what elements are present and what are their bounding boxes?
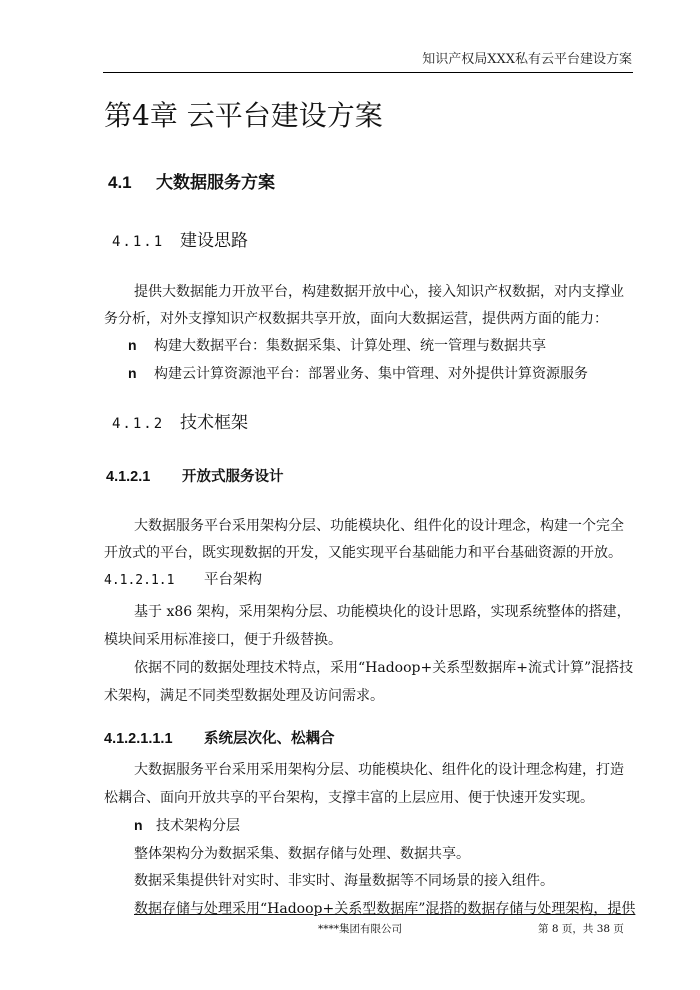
section-number: 4.1.2.1 bbox=[106, 469, 151, 485]
bullet-text: 构建云计算资源池平台：部署业务、集中管理、对外提供计算资源服务 bbox=[154, 366, 588, 382]
header-divider bbox=[103, 72, 633, 73]
footer-company: ****集团有限公司 bbox=[318, 923, 402, 935]
bullet-item bbox=[128, 335, 546, 355]
page-header-title: 知识产权局XXX私有云平台建设方案 bbox=[422, 52, 632, 67]
section-heading-4-1-2-1 bbox=[106, 465, 284, 486]
paragraph-line: 务分析，对外支撑知识产权数据共享开放，面向大数据运营，提供两方面的能力： bbox=[104, 311, 608, 327]
paragraph-line: 整体架构分为数据采集、数据存储与处理、数据共享。 bbox=[134, 846, 470, 862]
section-title: 平台架构 bbox=[204, 572, 262, 588]
section-number: 4.1.2 bbox=[112, 416, 165, 432]
paragraph-line: 提供大数据能力开放平台，构建数据开放中心，接入知识产权数据，对内支撑业 bbox=[134, 284, 624, 300]
section-heading-4-1-2 bbox=[112, 408, 248, 433]
chapter-title: 第4章 云平台建设方案 bbox=[104, 99, 383, 132]
bullet-text: 技术架构分层 bbox=[156, 818, 240, 834]
paragraph-line: 术架构，满足不同类型数据处理及访问需求。 bbox=[104, 688, 384, 704]
section-title: 技术框架 bbox=[180, 413, 248, 433]
paragraph-line: 基于 x86 架构，采用架构分层、功能模块化的设计思路，实现系统整体的搭建， bbox=[134, 604, 631, 620]
paragraph-line: 依据不同的数据处理技术特点，采用“Hadoop+关系型数据库+流式计算”混搭技 bbox=[134, 660, 634, 676]
paragraph-line: 开放式的平台，既实现数据的开发，又能实现平台基础能力和平台基础资源的开放。 bbox=[104, 545, 622, 561]
paragraph-line: 数据采集提供针对实时、非实时、海量数据等不同场景的接入组件。 bbox=[134, 873, 554, 889]
bullet-marker: n bbox=[134, 817, 143, 833]
paragraph-line: 大数据服务平台采用采用架构分层、功能模块化、组件化的设计理念构建，打造 bbox=[134, 762, 624, 778]
section-number: 4.1.2.1.1 bbox=[104, 573, 175, 588]
section-number: 4.1.1 bbox=[112, 234, 165, 250]
bullet-marker: n bbox=[128, 337, 137, 353]
section-number: 4.1 bbox=[108, 173, 132, 192]
section-title: 开放式服务设计 bbox=[182, 469, 284, 485]
section-title: 大数据服务方案 bbox=[156, 173, 275, 192]
section-heading-4-1-2-1-1-1 bbox=[104, 727, 335, 748]
section-heading-4-1-1 bbox=[112, 226, 248, 251]
paragraph-line: 数据存储与处理采用“Hadoop+关系型数据库”混搭的数据存储与处理架构，提供 bbox=[134, 901, 636, 917]
footer-page-number: 第 8 页，共 38 页 bbox=[538, 923, 624, 935]
paragraph-line: 大数据服务平台采用架构分层、功能模块化、组件化的设计理念，构建一个完全 bbox=[134, 518, 624, 534]
bullet-marker: n bbox=[128, 365, 137, 381]
section-heading-4-1 bbox=[108, 168, 275, 193]
paragraph-line: 松耦合、面向开放共享的平台架构，支撑丰富的上层应用、便于快速开发实现。 bbox=[104, 790, 594, 806]
section-title: 系统层次化、松耦合 bbox=[204, 731, 335, 747]
bullet-item bbox=[128, 363, 588, 383]
section-number: 4.1.2.1.1.1 bbox=[104, 731, 173, 747]
bullet-item bbox=[134, 815, 240, 835]
paragraph-line: 模块间采用标准接口，便于升级替换。 bbox=[104, 632, 342, 648]
bullet-text: 构建大数据平台：集数据采集、计算处理、统一管理与数据共享 bbox=[154, 338, 546, 354]
section-title: 建设思路 bbox=[180, 231, 248, 251]
section-heading-4-1-2-1-1 bbox=[104, 568, 262, 589]
